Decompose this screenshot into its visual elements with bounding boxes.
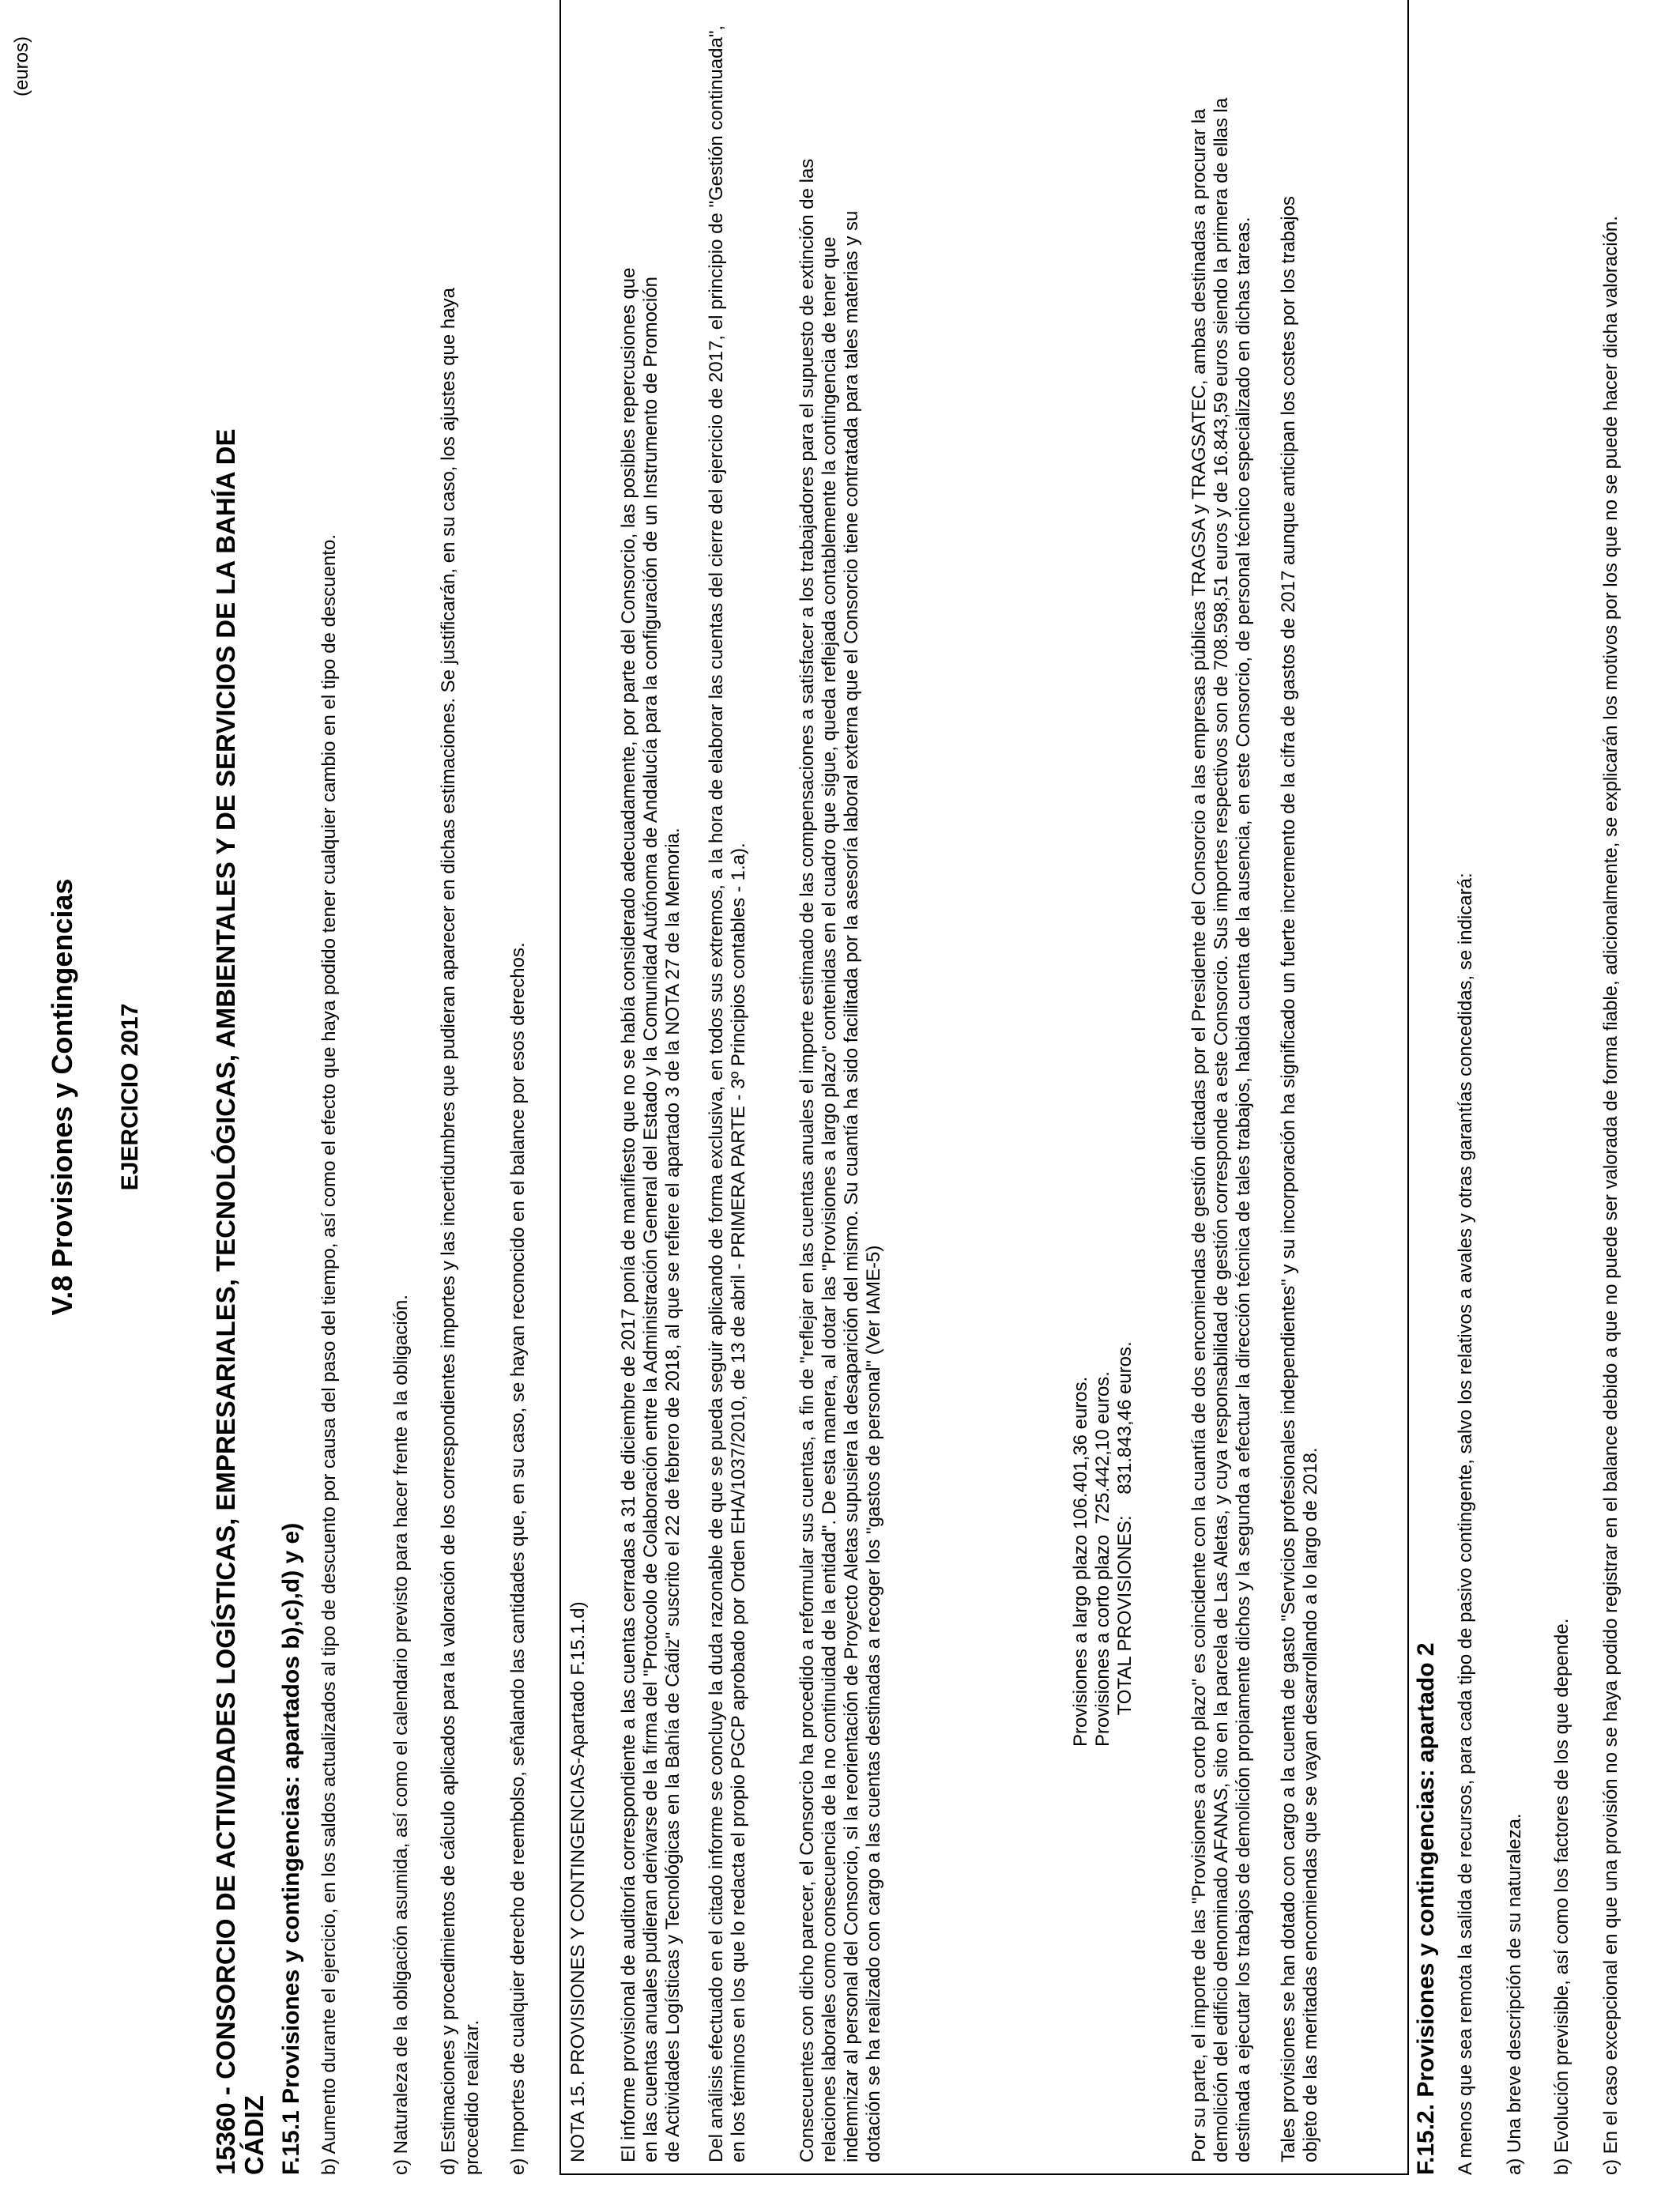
note-paragraph-1: El informe provisional de auditoría correspondiente a las cuentas cerradas a 31 de diciembre de 2017 ponía de manifiesto que no se había considerado adecuadamente, por parte del Consorcio, las posibles repercusiones que en las cuentas anuales pudieran derivarse de la firma del "Protocolo de Colaboración entre la Administración General del Estado y la Comunidad Autónoma de Andalucía para la configuración de un Instrumento de Promoción de Actividades Logísticas y Tecnológicas en la Bahía de Cádiz" suscrito el 22 de febrero de 2018, al que se refiere el apartado 3 de la NOTA 27 de la Memoria.	[618, 267, 684, 2162]
note-15-box	[559, 0, 1409, 2175]
note-paragraph-3: Consecuentes con dicho parecer, el Consorcio ha procedido a reformular sus cuentas, a fin de "reflejar en las cuentas anuales el importe estimado de las compensaciones a satisfacer a los trabajadores para el supuesto de extinción de las relaciones laborales como consecuencia de la no continuidad de la entidad". De esta manera, al dotar las "Provisiones a largo plazo" contenidas en el cuadro que sigue, queda reflejada contablemente la contingencia de tener que indemnizar al personal del Consorcio, si la reorientación de Proyecto Aletas supusiera la desaparición del mismo. Su cuantía ha sido facilitada por la asesoría laboral externa que el Consorcio tiene contratada para tales materias y su dotación se ha realizado con cargo a las cuentas destinadas a recoger los "gastos de personal" (Ver IAME-5)	[797, 158, 884, 2162]
note-paragraph-2: Del análisis efectuado en el citado informe se concluye la duda razonable de que se pueda seguir aplicando de forma exclusiva, en todos sus extremos, a la hora de elaborar las cuentas del cierre del ejercicio de 2017, el principio de "Gestión continuada", en los términos en los que lo redacta el propio PGCP aprobado por Orden EHA/1037/2010, de 13 de abril - PRIMERA PARTE - 3º Principios contables - 1.a).	[706, 25, 749, 2162]
exercise-year: EJERCICIO 2017	[117, 1003, 143, 1191]
f152-item-c: c) En el caso excepcional en que una provisión no se haya podido registrar en el balance debido a que no puede ser valorada de forma fiable, adicionalmente, se explicarán los motivos por los que no se puede hacer dicha valoración.	[1600, 216, 1622, 2175]
note-paragraph-4: Por su parte, el importe de las "Provisiones a corto plazo" es coincidente con la cuantía de dos encomiendas de gestión dictadas por el Presidente del Consorcio a las empresas públicas TRAGSA y TRAGSATEC, ambas destinadas a procurar la demolición del edificio denominado AFANAS, sito en la parcela de Las Aletas, y cuya responsabilidad de gestión corresponde a este Consorcio. Sus importes respectivos son de 708.598,51 euros y de 16.843,59 euros siendo la primera de ellas la destinada a ejecutar los trabajos de demolición propiamente dichos y la segunda a efectuar la dirección técnica de tales trabajos, habida cuenta de la ausencia, en este Consorcio, de personal técnico especializado en dichas tareas.	[1188, 97, 1254, 2162]
section-f151-heading: F.15.1 Provisiones y contingencias: apartados b),c),d) y e)	[278, 1522, 304, 2175]
f152-item-a: a) Una breve descripción de su naturaleza.	[1504, 1813, 1525, 2175]
provisions-long-term: Provisiones a largo plazo 106.401,36 euros.	[1070, 1376, 1091, 1747]
f152-item-b: b) Evolución previsible, así como los factores de los que depende.	[1551, 1618, 1573, 2175]
f151-item-e: e) Importes de cualquier derecho de reembolso, señalando las cantidades que, en su caso, se hayan reconocido en el balance por esos derechos.	[507, 942, 529, 2175]
provisions-short-term: Provisiones a corto plazo 725.442,10 euros.	[1092, 1371, 1113, 1747]
section-f152-heading: F.15.2. Provisiones y contingencias: apartado 2	[1413, 1642, 1439, 2175]
provisions-summary	[1070, 1341, 1136, 1747]
entity-name-line2: CÁDIZ	[239, 2095, 269, 2175]
f152-intro: A menos que sea remota la salida de recursos, para cada tipo de pasivo contingente, salvo los relativos a avales y otras garantías concedidas, se indicará:	[1455, 873, 1476, 2175]
entity-name	[212, 429, 269, 2175]
entity-name-line1: 15360 - CONSORCIO DE ACTIVIDADES LOGÍSTICAS, EMPRESARIALES, TECNOLÓGICAS, AMBIENTALES Y DE SERVICIOS DE LA BAHÍA DE	[211, 428, 240, 2175]
f151-item-c: c) Naturaleza de la obligación asumida, así como el calendario previsto para hacer frente a la obligación.	[390, 1295, 412, 2175]
note-title: NOTA 15. PROVISIONES Y CONTINGENCIAS-Apartado F.15.1.d)	[567, 1601, 589, 2162]
provisions-total: TOTAL PROVISIONES: 831.843,46 euros.	[1114, 1341, 1136, 1747]
page-title: V.8 Provisiones y Contingencias	[46, 878, 78, 1316]
f151-item-d: d) Estimaciones y procedimientos de cálculo aplicados para la valoración de los correspondientes importes y las incertidumbres que pudieran aparecer en dichas estimaciones. Se justificarán, en su caso, los ajustes que haya procedido realizar.	[438, 288, 483, 2175]
currency-note: (euros)	[11, 36, 32, 97]
f151-item-b: b) Aumento durante el ejercicio, en los saldos actualizados al tipo de descuento por causa del paso del tiempo, así como el efecto que haya podido tener cualquier cambio en el tipo de descuento.	[318, 534, 340, 2175]
note-paragraph-5: Tales provisiones se han dotado con cargo a la cuenta de gasto "Servicios profesionales independientes" y su incorporación ha significado un fuerte incremento de la cifra de gastos de 2017 aunque anticipan los costes por los trabajos objeto de las meritadas encomiendas que se vayan desarrollando a lo largo de 2018.	[1278, 196, 1321, 2162]
